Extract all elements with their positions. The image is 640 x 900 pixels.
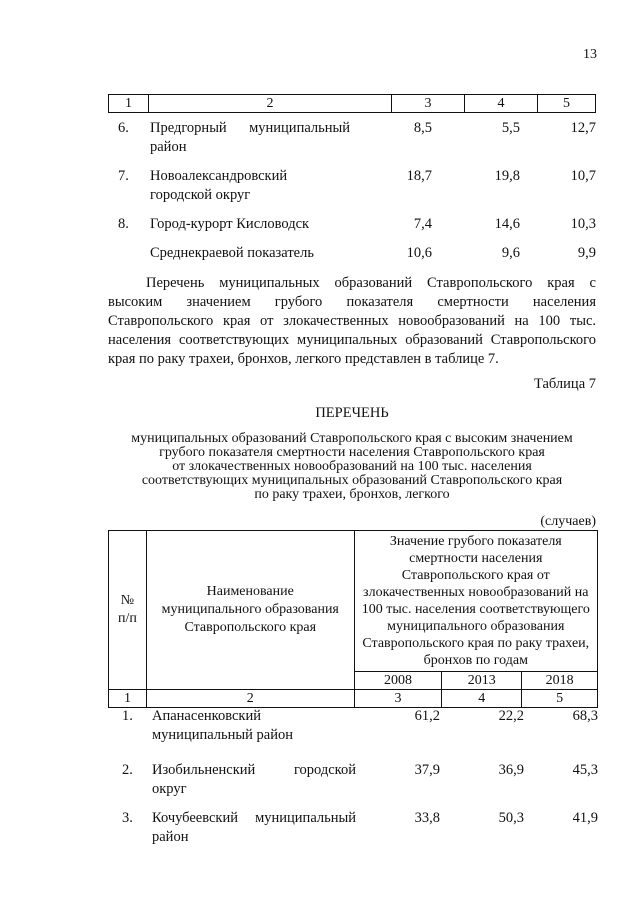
column-number-cell: 3 [354,690,442,708]
row-name: Новоалександровский городской округ [150,168,288,203]
table2-header [108,530,598,708]
row-value: 45,3 [572,762,598,778]
row-value: 10,6 [406,245,432,261]
row-value: 37,9 [414,762,440,778]
row-value: 22,2 [498,708,524,724]
list-subtitle [108,432,596,502]
row-value: 68,3 [572,708,598,724]
subtitle-line: муниципальных образований Ставропольского края с высоким значением [131,431,573,446]
table-label: Таблица 7 [533,376,596,392]
table1-header-cell: 2 [149,95,392,112]
row-name: Изобильненский городской округ [152,762,356,797]
row-value: 10,7 [570,168,596,184]
header-name-column: Наименование муниципального образования Ставропольского края [146,531,354,690]
row-value: 50,3 [498,810,524,826]
row-value: 14,6 [494,216,520,232]
year-cell: 2018 [522,672,598,690]
header-value-column: Значение грубого показателя смертности населения Ставропольского края от злокачественных новообразований на 100 тыс. населения соответствующего муниципального образования Ставропольского края по раку трахеи, бронхов по годам [354,531,597,672]
row-name: Апанасенковский муниципальный район [152,708,293,743]
row-number: 1. [122,708,133,724]
row-number: 8. [118,216,129,232]
table1-header-cell: 3 [392,95,465,112]
row-number: 7. [118,168,129,184]
row-value: 19,8 [494,168,520,184]
subtitle-line: соответствующих муниципальных образований Ставропольского края [141,473,563,488]
row-name: Предгорный муниципальный район [150,120,350,155]
row-value: 5,5 [501,120,520,136]
row-number: 3. [122,810,133,826]
row-value: 8,5 [413,120,432,136]
row-value: 7,4 [413,216,432,232]
row-number: 6. [118,120,129,136]
subtitle-line: от злокачественных новообразований на 100 тыс. населения [172,459,532,474]
unit-label: (случаев) [540,514,596,529]
header-number-column: № п/п [109,531,147,690]
row-name: Кочубеевский муниципальный район [152,810,356,845]
table1-header-cell: 5 [563,96,570,111]
column-number-cell: 5 [522,690,598,708]
list-title: ПЕРЕЧЕНЬ [315,405,389,421]
column-number-cell: 1 [109,690,147,708]
row-value: 9,6 [501,245,520,261]
row-value: 36,9 [498,762,524,778]
body-paragraph: Перечень муниципальных образований Ставропольского края с высоким значением грубого показателя смертности населения Ставропольского края от злокачественных новообразований на 100 тыс. населения соответствующих муниципальных образований Ставропольского края по раку трахеи, бронхов, легкого представлен в таблице 7. [108,275,596,367]
row-value: 41,9 [572,810,598,826]
row-name: Город-курорт Кисловодск [150,216,310,232]
row-value: 33,8 [414,810,440,826]
column-number-cell: 2 [146,690,354,708]
row-value: 61,2 [414,708,440,724]
row-value: 10,3 [570,216,596,232]
year-cell: 2013 [442,672,522,690]
row-name: Среднекраевой показатель [150,245,314,261]
subtitle-line: грубого показателя смертности населения Ставропольского края [159,445,545,460]
page-number: 13 [583,47,597,62]
row-value: 18,7 [406,168,432,184]
table1-header [108,94,596,113]
subtitle-line: по раку трахеи, бронхов, легкого [254,487,450,502]
year-cell: 2008 [354,672,442,690]
table1-header-cell: 4 [465,95,538,112]
row-value: 9,9 [577,245,596,261]
column-number-cell: 4 [442,690,522,708]
row-value: 12,7 [570,120,596,136]
row-number: 2. [122,762,133,778]
table1-header-cell: 1 [109,95,149,112]
